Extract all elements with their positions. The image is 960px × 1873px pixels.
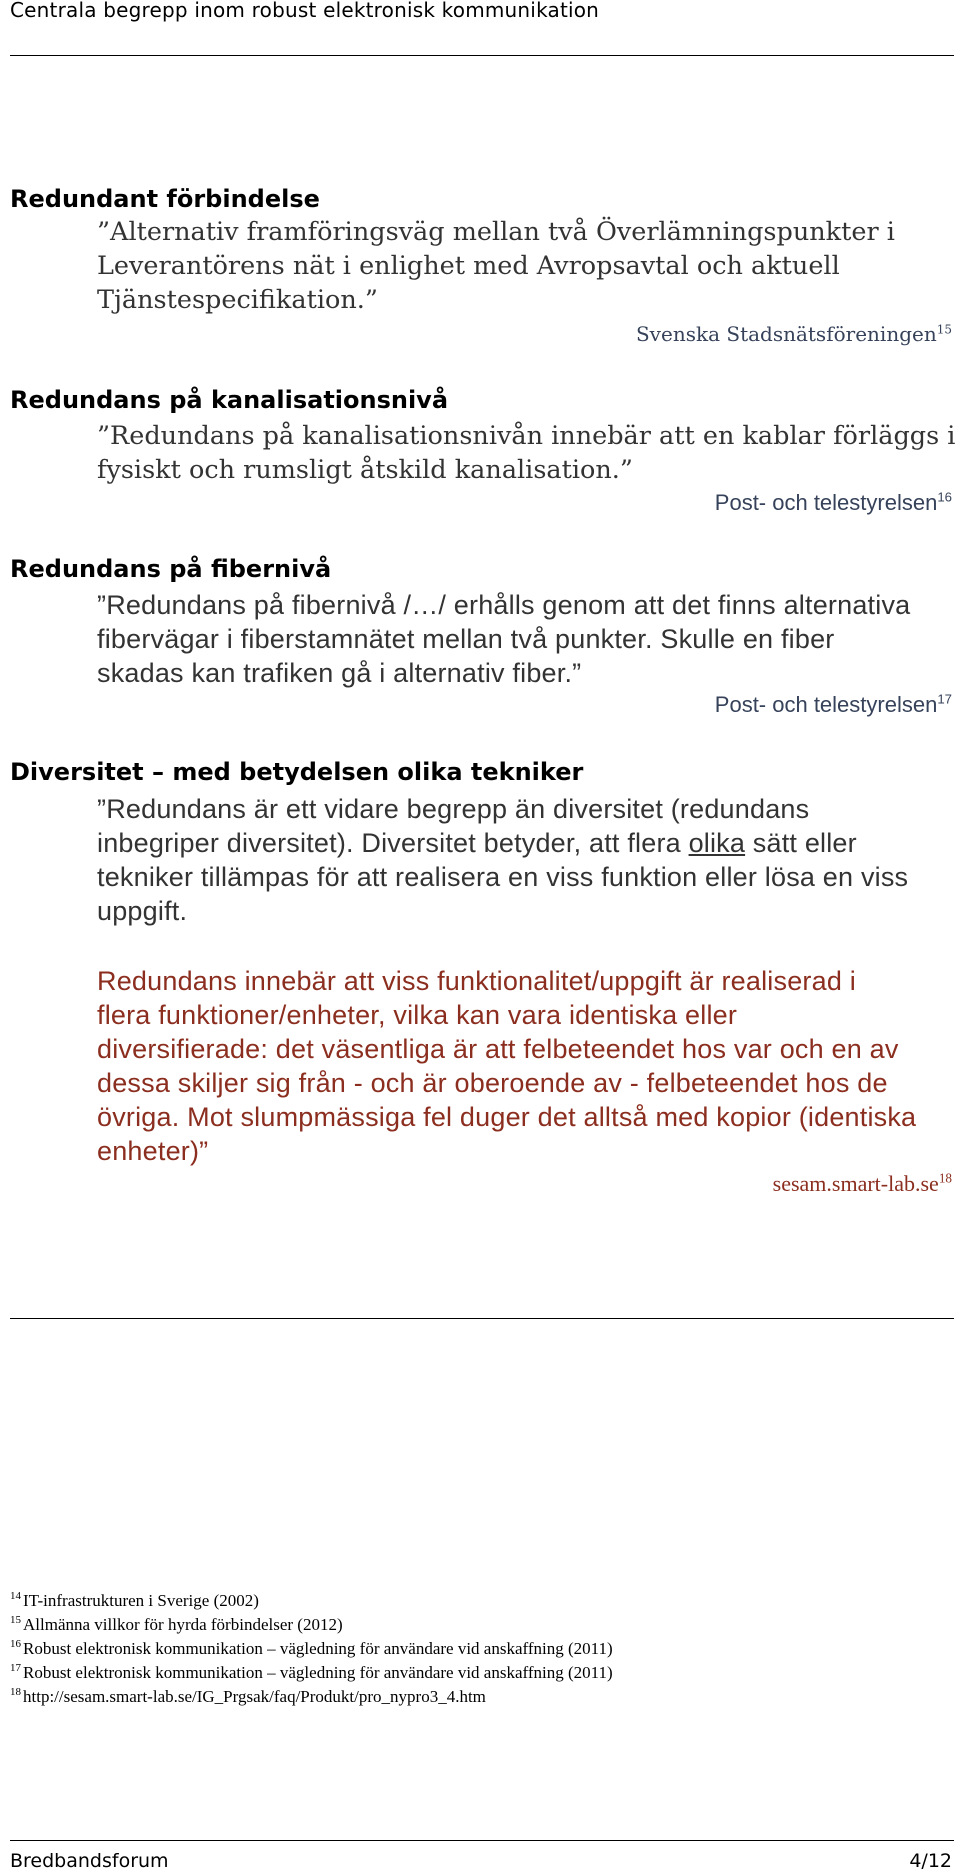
quote-line — [97, 826, 908, 860]
source-attribution — [715, 491, 952, 515]
source-attribution — [715, 693, 952, 717]
section-quote-diversitet — [97, 792, 908, 928]
footnote-text: Allmänna villkor för hyrda förbindelser (2012) — [23, 1615, 343, 1634]
footnote-number: 16 — [10, 1638, 21, 1651]
quote-line: ”Redundans är ett vidare begrepp än diversitet (redundans — [97, 794, 810, 824]
section-quote-kanalisationsniva — [97, 419, 955, 487]
paragraph-line: dessa skiljer sig från - och är oberoende av - felbeteendet hos de — [97, 1068, 888, 1098]
footnote-text: Robust elektronisk kommunikation – vägledning för användare vid anskaffning (2011) — [23, 1663, 613, 1682]
header-divider — [10, 55, 954, 56]
page-header-title: Centrala begrepp inom robust elektronisk kommunikation — [10, 0, 600, 22]
quote-line: Leverantörens nät i enlighet med Avropsavtal och aktuell — [97, 251, 840, 281]
quote-line: tekniker tillämpas för att realisera en viss funktion eller lösa en viss — [97, 862, 909, 892]
footnote-text: Robust elektronisk kommunikation – vägledning för användare vid anskaffning (2011) — [23, 1639, 613, 1658]
footnote-divider — [10, 1318, 954, 1319]
footnote-ref: 15 — [936, 322, 952, 337]
section-heading-kanalisationsniva: Redundans på kanalisationsnivå — [10, 386, 449, 414]
footnote-text: http://sesam.smart-lab.se/IG_Prgsak/faq/Produkt/pro_nypro3_4.htm — [23, 1687, 486, 1706]
footnote — [10, 1661, 613, 1685]
footnote — [10, 1685, 613, 1709]
footnote-number: 18 — [10, 1686, 21, 1699]
paragraph-line: Redundans innebär att viss funktionalitet/uppgift är realiserad i — [97, 966, 856, 996]
page-number: 4/12 — [909, 1850, 952, 1872]
source-attribution — [773, 1172, 952, 1196]
footnote-number: 17 — [10, 1662, 21, 1675]
footnote-ref: 18 — [938, 1170, 952, 1186]
paragraph-line: övriga. Mot slumpmässiga fel duger det alltså med kopior (identiska — [97, 1102, 917, 1132]
section-quote-redundant-forbindelse — [97, 215, 895, 317]
quote-fragment: sätt eller — [745, 828, 857, 858]
source-attribution — [636, 322, 952, 346]
footnote-ref: 17 — [937, 691, 952, 707]
quote-line: Tjänstespecifikation.” — [97, 285, 378, 315]
footnote-text: IT-infrastrukturen i Sverige (2002) — [23, 1591, 259, 1610]
paragraph-line: diversifierade: det väsentliga är att felbeteendet hos var och en av — [97, 1034, 899, 1064]
footer-organization: Bredbandsforum — [10, 1850, 169, 1872]
quote-fragment: inbegriper diversitet). Diversitet betyder, att flera — [97, 828, 689, 858]
footnote-number: 14 — [10, 1590, 21, 1603]
source-name: sesam.smart-lab.se — [772, 1171, 939, 1196]
quote-line: fysiskt och rumsligt åtskild kanalisation.” — [97, 455, 633, 485]
section-heading-fiberniva: Redundans på fibernivå — [10, 555, 332, 583]
quote-line: ”Alternativ framföringsväg mellan två Överlämningspunkter i — [97, 217, 895, 247]
footnotes — [10, 1589, 613, 1709]
quote-line: ”Redundans på kanalisationsnivån innebär att en kablar förläggs i — [97, 421, 956, 451]
footnote — [10, 1637, 613, 1661]
quote-line: uppgift. — [97, 896, 188, 926]
footnote — [10, 1589, 613, 1613]
underlined-word: olika — [688, 828, 746, 858]
paragraph-line: enheter)” — [97, 1136, 209, 1166]
quote-line: ”Redundans på fibernivå /…/ erhålls genom att det finns alternativa — [97, 590, 911, 620]
quote-line: skadas kan trafiken gå i alternativ fiber.” — [97, 658, 582, 688]
quote-line: fibervägar i fiberstamnätet mellan två punkter. Skulle en fiber — [97, 624, 835, 654]
section-heading-redundant-forbindelse: Redundant förbindelse — [10, 185, 320, 213]
paragraph-line: flera funktioner/enheter, vilka kan vara identiska eller — [97, 1000, 738, 1030]
footnote-number: 15 — [10, 1614, 21, 1627]
source-name: Svenska Stadsnätsföreningen — [635, 322, 937, 346]
source-name: Post- och telestyrelsen — [714, 692, 938, 717]
footnote — [10, 1613, 613, 1637]
section-paragraph-redundans — [97, 964, 916, 1168]
section-heading-diversitet: Diversitet – med betydelsen olika tekniker — [10, 758, 584, 786]
section-quote-fiberniva — [97, 588, 910, 690]
footer-divider — [10, 1840, 954, 1841]
source-name: Post- och telestyrelsen — [714, 490, 938, 515]
footnote-ref: 16 — [937, 489, 952, 505]
